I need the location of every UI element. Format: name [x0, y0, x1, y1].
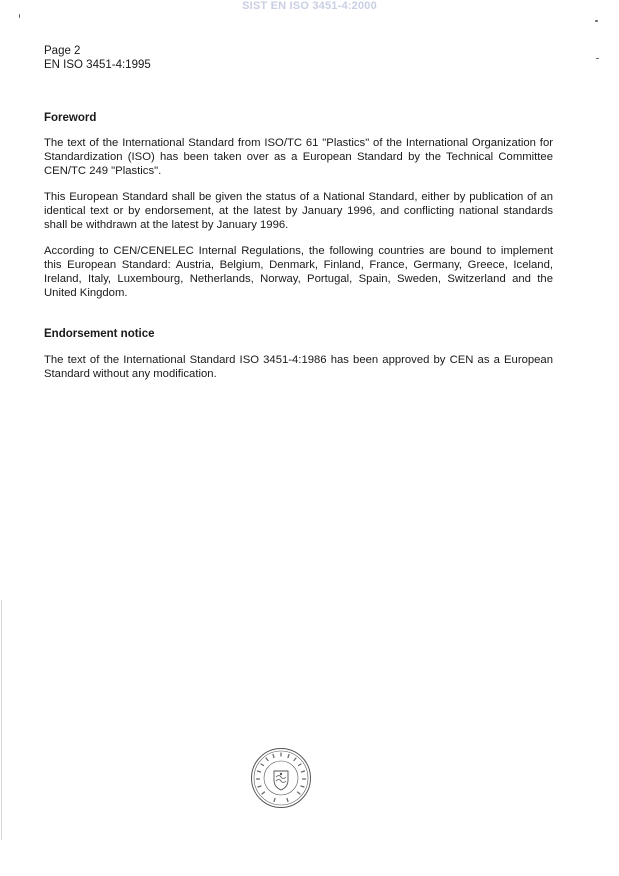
scan-speck	[596, 58, 599, 59]
foreword-paragraph-2: This European Standard shall be given the status of a National Standard, either by publication of an identical text or by endorsement, at the latest by January 1996, and conflicting national standards shall be withdrawn at the latest by January 1996.	[44, 191, 553, 231]
watermark-text: SIST EN ISO 3451-4:2000	[242, 0, 377, 12]
foreword-paragraph-3: According to CEN/CENELEC Internal Regulations, the following countries are bound to implement this European Standard: Austria, Belgium, Denmark, Finland, France, Germany, Greece, Iceland, Ireland, Italy, Luxembourg, Netherlands, Norway, Portugal, Spain, Sweden, Switzerland and the United Kingdom.	[44, 245, 553, 299]
official-seal-stamp	[250, 747, 312, 809]
scan-speck	[595, 20, 598, 22]
endorsement-paragraph: The text of the International Standard ISO 3451-4:1986 has been approved by CEN as a European Standard without any modification.	[44, 354, 553, 380]
foreword-heading: Foreword	[44, 112, 97, 124]
page-number: Page 2	[44, 45, 81, 57]
foreword-paragraph-1: The text of the International Standard from ISO/TC 61 "Plastics" of the International Organization for Standardization (ISO) has been taken over as a European Standard by the Technical Committee CEN/TC 249 "Plastics".	[44, 137, 553, 177]
endorsement-heading: Endorsement notice	[44, 328, 155, 340]
page-header	[44, 44, 151, 72]
scan-edge-line	[1, 600, 2, 840]
scan-speck	[19, 14, 20, 18]
standard-number: EN ISO 3451-4:1995	[44, 59, 151, 71]
